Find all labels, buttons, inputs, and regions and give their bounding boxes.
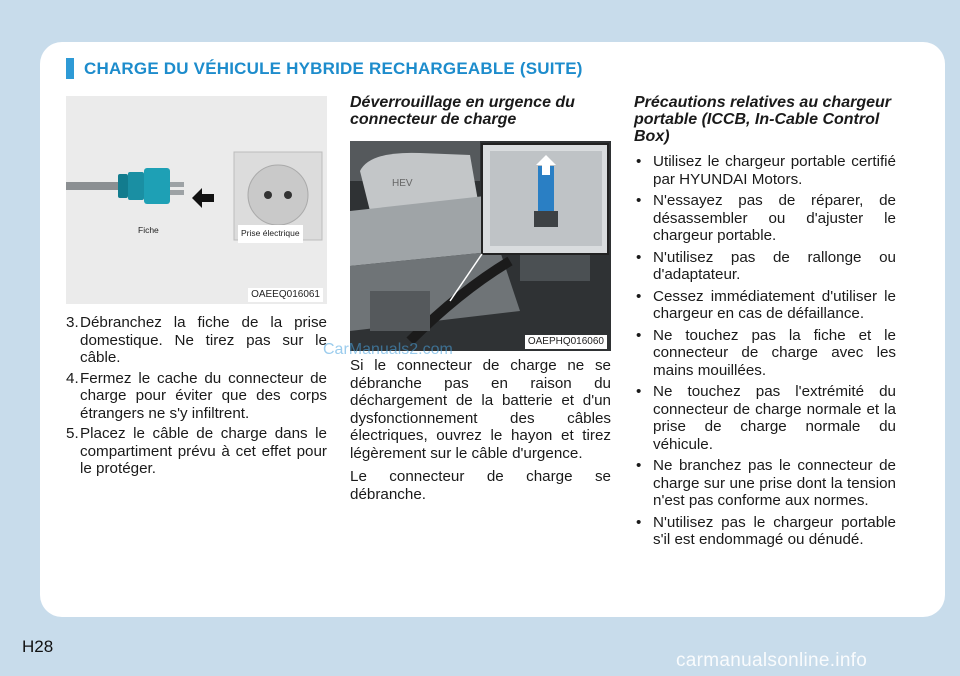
plug-pin — [170, 190, 184, 195]
list-item — [634, 327, 896, 380]
engine-badge: HEV — [392, 178, 413, 189]
step-text: Placez le câble de charge dans le compartiment prévu à cet effet pour le protéger. — [80, 425, 327, 477]
list-item — [634, 153, 896, 188]
list-item-text: Cessez immédiatement d'utiliser le chargeur en cas de défaillance. — [653, 287, 896, 322]
engine-illustration — [350, 141, 611, 351]
step-item — [66, 370, 327, 423]
plug-illustration — [66, 96, 327, 304]
list-item-text: N'utilisez pas le chargeur portable s'il est endommagé ou dénudé. — [653, 513, 896, 548]
engine-figure — [350, 141, 611, 351]
cable — [66, 182, 121, 190]
bullet-icon: • — [636, 248, 642, 266]
column-right — [634, 94, 896, 553]
watermark-bottom: carmanualsonline.info — [676, 650, 868, 671]
step-item — [66, 425, 327, 478]
bullet-icon: • — [636, 287, 642, 305]
socket-hole — [284, 191, 292, 199]
section-header-bar — [66, 58, 74, 79]
list-item-text: Ne touchez pas l'extrémité du connecteur de charge normale et la prise de charge normale du véhicule. — [653, 383, 896, 453]
bullet-icon: • — [636, 192, 642, 209]
list-item — [634, 249, 896, 284]
plug-figure — [66, 96, 327, 304]
socket-hole — [264, 191, 272, 199]
result-paragraph: Le connecteur de charge se débranche. — [350, 468, 611, 503]
precautions-heading: Précautions relatives au chargeur portable (ICCB, In-Cable Control Box) — [634, 94, 891, 145]
bullet-icon: • — [636, 153, 642, 170]
column-left — [66, 96, 327, 481]
plug-label: Fiche — [138, 225, 159, 235]
step-number: 4. — [66, 369, 79, 387]
step-number: 3. — [66, 314, 79, 331]
figure-code: OAEEQ016061 — [248, 288, 323, 302]
emergency-paragraph: Si le connecteur de charge ne se débranche pas en raison du déchargement de la batterie et d'un dysfonctionnement des câbles électriques, ouvrez le hayon et tirez légèrement sur le câble d'urgence. — [350, 357, 611, 462]
precautions-list — [634, 153, 896, 549]
column-middle — [350, 94, 611, 503]
plug-pin — [170, 182, 184, 187]
bullet-icon: • — [636, 383, 642, 400]
figure-code: OAEPHQ016060 — [525, 335, 607, 349]
plug-head — [144, 168, 170, 204]
list-item — [634, 288, 896, 323]
list-item-text: N'essayez pas de réparer, de désassembler ou d'ajuster le chargeur portable. — [653, 192, 896, 244]
bullet-icon: • — [636, 457, 642, 474]
list-item-text: Ne touchez pas la fiche et le connecteur de charge avec les mains mouillées. — [653, 326, 896, 379]
list-item-text: Utilisez le chargeur portable certifié par HYUNDAI Motors. — [653, 153, 896, 188]
list-item-text: N'utilisez pas de rallonge ou d'adaptateur. — [653, 248, 896, 283]
list-item — [634, 192, 896, 245]
step-text: Débranchez la fiche de la prise domestique. Ne tirez pas sur le câble. — [80, 314, 327, 366]
steps-list — [66, 314, 327, 478]
plug-grip — [128, 172, 144, 200]
list-item-text: Ne branchez pas le connecteur de charge sur une prise dont la tension n'est pas conforme aux normes. — [653, 457, 896, 509]
bullet-icon: • — [636, 326, 642, 344]
step-item — [66, 314, 327, 367]
section-title: CHARGE DU VÉHICULE HYBRIDE RECHARGEABLE (SUITE) — [84, 59, 583, 78]
bullet-icon: • — [636, 513, 642, 531]
arrow-left-icon — [192, 188, 214, 208]
step-text: Fermez le cache du connecteur de charge pour éviter que des corps étrangers ne s'y infiltrent. — [80, 369, 327, 422]
plug-collar — [118, 174, 128, 198]
socket-face — [248, 165, 308, 225]
emergency-heading: Déverrouillage en urgence du connecteur de charge — [350, 94, 575, 128]
page-number: H28 — [22, 637, 54, 656]
list-item — [634, 514, 896, 549]
step-number: 5. — [66, 425, 79, 442]
list-item — [634, 457, 896, 510]
socket-label: Prise électrique — [238, 225, 303, 243]
list-item — [634, 383, 896, 453]
watermark-top: CarManuals2.com — [323, 341, 453, 358]
